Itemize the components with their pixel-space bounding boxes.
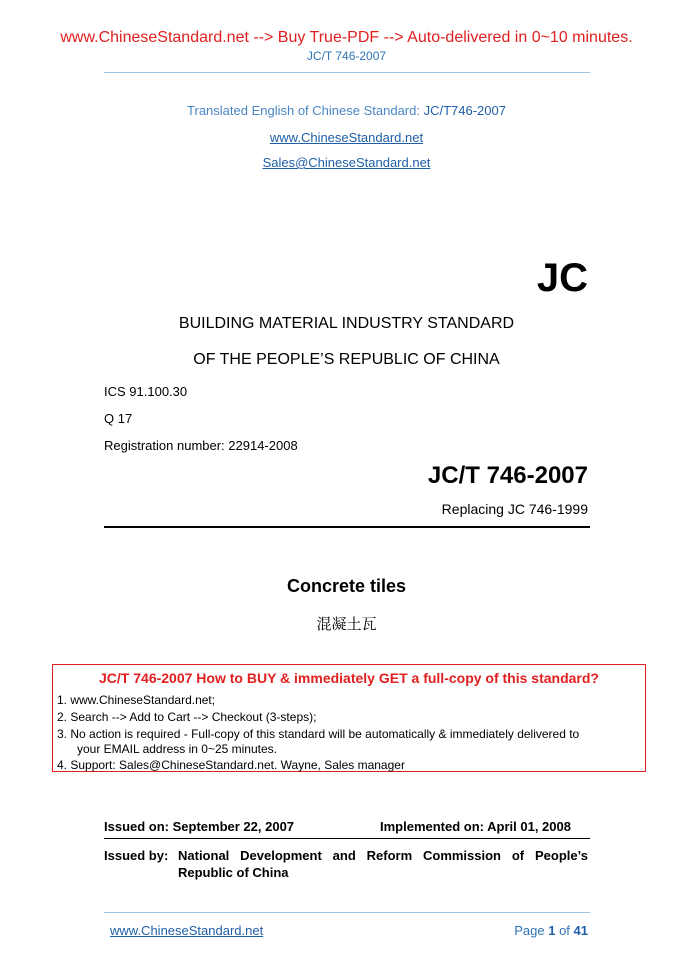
purchase-step: 2. Search --> Add to Cart --> Checkout (3-steps); bbox=[57, 710, 317, 724]
footer-divider bbox=[104, 912, 590, 913]
page-current: 1 bbox=[548, 923, 556, 938]
registration-number: Registration number: 22914-2008 bbox=[104, 438, 298, 453]
translation-label: Translated English of Chinese Standard: bbox=[187, 103, 424, 118]
document-title-zh: 混凝土瓦 bbox=[316, 615, 377, 633]
document-title-en: Concrete tiles bbox=[286, 576, 407, 596]
issued-on-date: Issued on: September 22, 2007 bbox=[104, 819, 295, 834]
page-indicator bbox=[514, 923, 588, 938]
purchase-step: 3. No action is required - Full-copy of this standard will be automatically & immediately delivered to bbox=[57, 727, 580, 741]
header-divider bbox=[104, 72, 590, 73]
classification-code: Q 17 bbox=[104, 411, 133, 426]
ics-code: ICS 91.100.30 bbox=[104, 384, 188, 399]
purchase-step: your EMAIL address in 0~25 minutes. bbox=[57, 742, 277, 756]
header-standard-code: JC/T 746-2007 bbox=[306, 49, 387, 63]
purchase-box-title: JC/T 746-2007 How to BUY & immediately GET a full-copy of this standard? bbox=[99, 670, 599, 686]
page-of: of bbox=[555, 923, 574, 938]
website-link-row bbox=[0, 129, 693, 147]
issue-divider bbox=[104, 838, 590, 839]
issued-by-organization: National Development and Reform Commission of People’s bbox=[178, 848, 588, 863]
standard-number: JC/T 746-2007 bbox=[427, 462, 588, 489]
purchase-info-box bbox=[52, 664, 646, 772]
purchase-step: 4. Support: Sales@ChineseStandard.net. Wayne, Sales manager bbox=[57, 758, 405, 772]
jc-logo-letters: JC bbox=[536, 256, 588, 300]
standard-body-line1: BUILDING MATERIAL INDUSTRY STANDARD bbox=[178, 315, 515, 332]
title-divider bbox=[104, 526, 590, 528]
translation-note bbox=[0, 103, 693, 118]
website-link[interactable]: www.ChineseStandard.net bbox=[269, 130, 424, 145]
translation-code: JC/T746-2007 bbox=[423, 103, 506, 118]
issued-by-organization-cont: Republic of China bbox=[178, 865, 289, 880]
issued-by-label: Issued by: bbox=[104, 848, 169, 863]
footer-website-link[interactable]: www.ChineseStandard.net bbox=[110, 923, 264, 938]
implemented-on-date: Implemented on: April 01, 2008 bbox=[380, 819, 571, 834]
standard-body-line2: OF THE PEOPLE’S REPUBLIC OF CHINA bbox=[193, 351, 500, 368]
purchase-step: 1. www.ChineseStandard.net; bbox=[57, 693, 216, 707]
replacing-standard: Replacing JC 746-1999 bbox=[441, 501, 588, 517]
email-link-row bbox=[0, 154, 693, 172]
page-total: 41 bbox=[573, 923, 588, 938]
page-label: Page bbox=[514, 923, 549, 938]
top-banner[interactable]: www.ChineseStandard.net --> Buy True-PDF --> Auto-delivered in 0~10 minutes. bbox=[60, 29, 633, 46]
email-link[interactable]: Sales@ChineseStandard.net bbox=[262, 155, 431, 170]
